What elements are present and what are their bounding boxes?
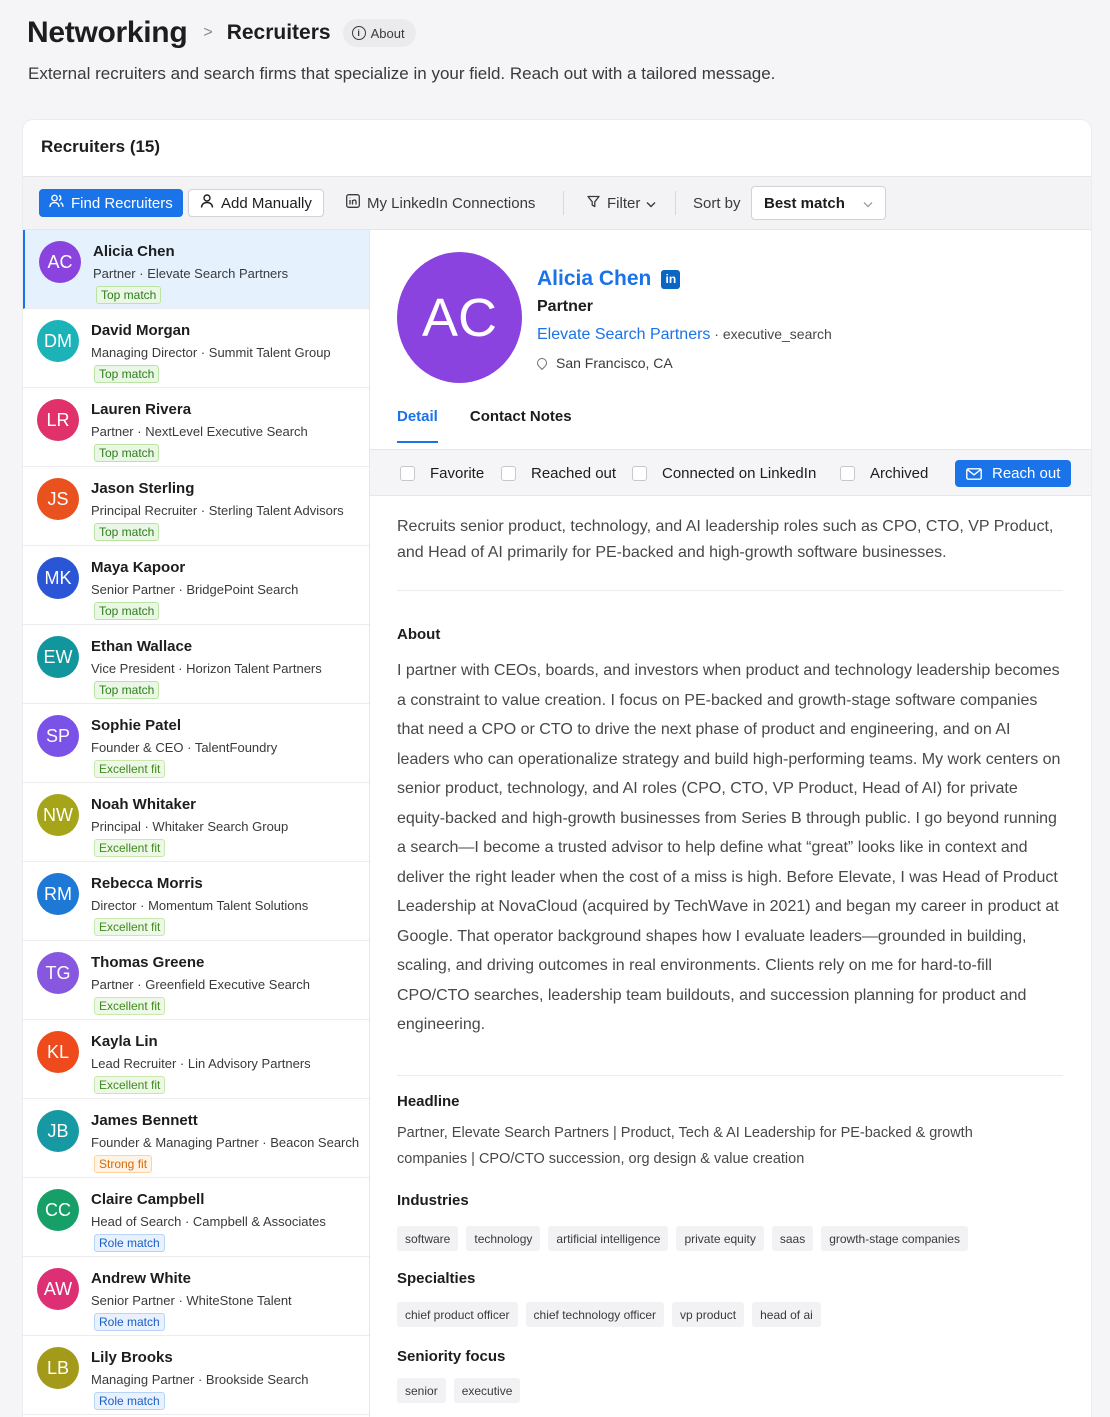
industries-tag: artificial intelligence	[548, 1226, 668, 1251]
recruiter-list-item[interactable]	[23, 546, 369, 625]
separator-dot: ·	[174, 661, 187, 676]
avatar: KL	[37, 1031, 79, 1073]
recruiter-list-item[interactable]	[23, 1178, 369, 1257]
specialties-title: Specialties	[397, 1270, 476, 1287]
recruiter-company: BridgePoint Search	[186, 582, 299, 597]
find-recruiters-button[interactable]	[39, 189, 183, 217]
tab-contact-notes[interactable]: Contact Notes	[469, 408, 572, 425]
match-badge: Top match	[94, 444, 159, 462]
match-badge: Top match	[94, 681, 159, 699]
detail-name[interactable]: Alicia Chen	[537, 267, 652, 290]
sort-value: Best match	[764, 194, 845, 212]
match-badge: Excellent fit	[94, 760, 165, 778]
detail-company[interactable]: Elevate Search Partners	[537, 326, 711, 343]
recruiter-role	[91, 503, 344, 518]
recruiter-name: Rebecca Morris	[91, 875, 203, 892]
toolbar-divider	[675, 191, 676, 215]
recruiter-company: Sterling Talent Advisors	[208, 503, 344, 518]
recruiter-detail	[370, 230, 1091, 1417]
avatar: EW	[37, 636, 79, 678]
connected-linkedin-label: Connected on LinkedIn	[662, 465, 817, 482]
avatar: DM	[37, 320, 79, 362]
industries-tag: technology	[466, 1226, 540, 1251]
recruiter-title: Senior Partner	[91, 1293, 175, 1308]
separator-dot: ·	[258, 1135, 271, 1150]
seniority-tag: executive	[454, 1378, 521, 1403]
sort-select[interactable]	[751, 186, 886, 220]
recruiter-company: Campbell & Associates	[192, 1214, 326, 1229]
recruiter-title: Founder & CEO	[91, 740, 184, 755]
recruiter-role	[91, 345, 331, 360]
specialties-tags	[397, 1302, 829, 1327]
location-pin-icon	[535, 356, 549, 370]
industries-tag: growth-stage companies	[821, 1226, 968, 1251]
recruiter-role	[91, 898, 308, 913]
avatar: LR	[37, 399, 79, 441]
avatar: JB	[37, 1110, 79, 1152]
recruiter-role	[91, 1293, 292, 1308]
recruiter-list-item[interactable]	[23, 1336, 369, 1415]
favorite-label: Favorite	[430, 465, 485, 482]
avatar: SP	[37, 715, 79, 757]
recruiter-role	[93, 266, 288, 281]
recruiter-list-item[interactable]	[23, 230, 369, 309]
recruiter-company: Horizon Talent Partners	[186, 661, 322, 676]
mail-icon	[966, 468, 982, 480]
match-badge: Top match	[96, 286, 161, 304]
recruiter-list-item[interactable]	[23, 1020, 369, 1099]
specialties-tag: chief technology officer	[526, 1302, 665, 1327]
recruiter-role	[91, 1135, 359, 1150]
recruiter-title: Lead Recruiter	[91, 1056, 177, 1071]
recruiter-list-item[interactable]	[23, 1257, 369, 1336]
tab-detail[interactable]: Detail	[397, 408, 438, 443]
recruiter-company: TalentFoundry	[194, 740, 278, 755]
detail-avatar: AC	[397, 252, 522, 383]
section-divider	[397, 590, 1063, 591]
recruiter-role	[91, 1214, 326, 1229]
recruiter-title: Managing Director	[91, 345, 198, 360]
separator-dot: ·	[176, 1056, 188, 1071]
archived-label: Archived	[870, 465, 929, 482]
recruiter-role	[91, 661, 322, 676]
checkbox-box[interactable]	[400, 466, 415, 481]
specialties-tag: chief product officer	[397, 1302, 518, 1327]
checkbox-box[interactable]	[840, 466, 855, 481]
recruiter-role	[91, 582, 298, 597]
match-badge: Role match	[94, 1313, 165, 1331]
detail-summary: Recruits senior product, technology, and AI leadership roles such as CPO, CTO, VP Product, and Head of AI primarily for PE-backed and high-growth software businesses.	[397, 518, 1054, 561]
connected-linkedin-checkbox[interactable]	[632, 465, 816, 482]
recruiter-name: Lauren Rivera	[91, 401, 192, 418]
match-badge: Excellent fit	[94, 918, 165, 936]
seniority-title: Seniority focus	[397, 1348, 506, 1365]
avatar: LB	[37, 1347, 79, 1389]
recruiter-name: James Bennett	[91, 1112, 198, 1129]
recruiter-title: Founder & Managing Partner	[91, 1135, 259, 1150]
filter-label: Filter	[607, 194, 641, 212]
recruiter-name: Maya Kapoor	[91, 559, 186, 576]
recruiter-list-item[interactable]	[23, 388, 369, 467]
match-badge: Strong fit	[94, 1155, 152, 1173]
toolbar-divider	[563, 191, 564, 215]
toolbar	[23, 176, 1091, 230]
recruiter-list-item[interactable]	[23, 309, 369, 388]
recruiter-list-item[interactable]	[23, 941, 369, 1020]
separator-dot: ·	[140, 819, 153, 834]
linkedin-icon[interactable]: in	[661, 270, 680, 289]
detail-company-line	[537, 326, 832, 344]
linkedin-connections-button[interactable]	[346, 189, 535, 217]
recruiter-company: Beacon Search	[270, 1135, 360, 1150]
recruiter-list	[23, 230, 370, 1417]
industries-tag: software	[397, 1226, 458, 1251]
reach-out-button[interactable]	[955, 460, 1071, 487]
separator-dot: ·	[136, 898, 149, 913]
detail-tabs	[397, 408, 604, 443]
recruiter-company: Momentum Talent Solutions	[148, 898, 309, 913]
avatar: RM	[37, 873, 79, 915]
reached-out-checkbox[interactable]	[501, 465, 616, 482]
separator-dot: ·	[135, 266, 148, 281]
seniority-tags	[397, 1378, 528, 1403]
specialties-tag: vp product	[672, 1302, 744, 1327]
seniority-tag: senior	[397, 1378, 446, 1403]
detail-name-row	[537, 267, 680, 291]
recruiter-name: Ethan Wallace	[91, 638, 193, 655]
separator-dot: ·	[181, 1214, 193, 1229]
industries-title: Industries	[397, 1192, 469, 1209]
find-recruiters-label: Find Recruiters	[71, 194, 173, 212]
recruiter-title: Partner	[93, 266, 136, 281]
detail-location-text: San Francisco, CA	[556, 355, 673, 371]
separator-dot: ·	[133, 424, 146, 439]
checkbox-box[interactable]	[632, 466, 647, 481]
avatar: NW	[37, 794, 79, 836]
separator-dot: ·	[197, 503, 209, 518]
industries-tags	[397, 1226, 976, 1251]
recruiter-role	[91, 977, 310, 992]
page-title[interactable]: Networking	[27, 16, 188, 49]
linkedin-connections-label: My LinkedIn Connections	[367, 194, 536, 212]
recruiter-title: Managing Partner	[91, 1372, 195, 1387]
recruiter-company: Brookside Search	[205, 1372, 309, 1387]
match-badge: Excellent fit	[94, 1076, 165, 1094]
recruiter-company: NextLevel Executive Search	[145, 424, 308, 439]
reach-out-label: Reach out	[992, 465, 1061, 482]
breadcrumb-current: Recruiters	[226, 21, 331, 44]
add-manually-label: Add Manually	[221, 194, 312, 212]
chevron-down-icon	[646, 195, 656, 212]
recruiter-role	[91, 1372, 309, 1387]
about-title: About	[397, 626, 441, 643]
match-badge: Top match	[94, 365, 159, 383]
recruiter-list-item[interactable]	[23, 625, 369, 704]
recruiter-company: Greenfield Executive Search	[145, 977, 310, 992]
chevron-right-icon: >	[203, 24, 213, 41]
linkedin-outline-icon	[346, 194, 360, 212]
reached-out-label: Reached out	[531, 465, 617, 482]
avatar: AW	[37, 1268, 79, 1310]
recruiter-company: Whitaker Search Group	[152, 819, 289, 834]
recruiter-title: Vice President	[91, 661, 175, 676]
recruiter-title: Partner	[91, 424, 134, 439]
recruiter-name: Claire Campbell	[91, 1191, 205, 1208]
industries-tag: saas	[772, 1226, 813, 1251]
avatar: MK	[37, 557, 79, 599]
recruiter-name: Noah Whitaker	[91, 796, 197, 813]
card-title: Recruiters (15)	[41, 137, 161, 156]
chevron-down-icon	[863, 195, 873, 212]
info-icon: i	[352, 26, 366, 40]
recruiter-role	[91, 740, 277, 755]
users-icon	[49, 194, 64, 212]
recruiter-list-item[interactable]	[23, 704, 369, 783]
match-badge: Top match	[94, 602, 159, 620]
recruiter-role	[91, 424, 308, 439]
filter-button[interactable]	[587, 189, 656, 217]
match-badge: Excellent fit	[94, 997, 165, 1015]
recruiter-title: Director	[91, 898, 137, 913]
industries-tag: private equity	[676, 1226, 763, 1251]
recruiter-name: Andrew White	[91, 1270, 191, 1287]
page-description: External recruiters and search firms that specialize in your field. Reach out with a tailored message.	[28, 64, 776, 83]
avatar: AC	[39, 241, 81, 283]
section-divider	[397, 1075, 1063, 1076]
recruiter-name: Jason Sterling	[91, 480, 195, 497]
recruiter-list-item[interactable]	[23, 862, 369, 941]
recruiter-name: David Morgan	[91, 322, 191, 339]
recruiter-list-item[interactable]	[23, 1099, 369, 1178]
recruiter-name: Alicia Chen	[93, 243, 175, 260]
separator-dot: ·	[183, 740, 195, 755]
recruiter-list-item[interactable]	[23, 467, 369, 546]
status-bar	[370, 450, 1091, 496]
match-badge: Top match	[94, 523, 159, 541]
avatar: JS	[37, 478, 79, 520]
recruiter-title: Partner	[91, 977, 134, 992]
detail-location	[537, 355, 673, 371]
recruiter-company: Lin Advisory Partners	[187, 1056, 311, 1071]
recruiter-title: Principal Recruiter	[91, 503, 198, 518]
checkbox-box[interactable]	[501, 466, 516, 481]
recruiter-name: Kayla Lin	[91, 1033, 158, 1050]
recruiter-company: WhiteStone Talent	[186, 1293, 292, 1308]
recruiter-title: Senior Partner	[91, 582, 175, 597]
recruiter-title: Head of Search	[91, 1214, 182, 1229]
separator-dot: ·	[194, 1372, 206, 1387]
specialties-tag: head of ai	[752, 1302, 821, 1327]
recruiters-card	[23, 120, 1091, 1417]
add-manually-button[interactable]	[188, 189, 324, 217]
recruiter-role	[91, 819, 288, 834]
about-label: About	[370, 25, 405, 41]
match-badge: Role match	[94, 1392, 165, 1410]
recruiter-title: Principal	[91, 819, 141, 834]
favorite-checkbox[interactable]	[400, 465, 484, 482]
separator-dot: ·	[174, 582, 187, 597]
match-badge: Role match	[94, 1234, 165, 1252]
about-button[interactable]	[343, 19, 416, 47]
detail-company-type: · executive_search	[710, 326, 832, 342]
separator-dot: ·	[133, 977, 146, 992]
recruiter-name: Lily Brooks	[91, 1349, 173, 1366]
recruiter-name: Sophie Patel	[91, 717, 182, 734]
separator-dot: ·	[174, 1293, 187, 1308]
headline-title: Headline	[397, 1093, 460, 1110]
avatar: CC	[37, 1189, 79, 1231]
detail-role: Partner	[537, 298, 594, 315]
headline-text: Partner, Elevate Search Partners | Product, Tech & AI Leadership for PE-backed & growth companies | CPO/CTO succession, org design & value creation	[397, 1125, 973, 1167]
recruiter-role	[91, 1056, 311, 1071]
separator-dot: ·	[197, 345, 209, 360]
about-text: I partner with CEOs, boards, and investors when product and technology leadership becomes a constraint to value creation. I focus on PE-backed and growth-stage software companies that need a CPO or CTO to drive the next phase of product and engineering, and on AI leaders who can operationalize strategy and build high-performing teams. My work centers on senior product, technology, and AI roles (CPO, CTO, VP Product, Head of AI) for private equity-backed and high-growth businesses from Series B through public. I go beyond running a search—I become a trusted advisor to help define what “great” looks like in context and deliver the right leader when the cost of a miss is high. Before Elevate, I was Head of Product Leadership at NovaCloud (acquired by TechWave in 2021) and began my career in product at Google. That operator background shapes how I evaluate leaders—grounded in building, scaling, and driving outcomes in real environments. Clients rely on me for hard-to-fill CPO/CTO searches, leadership team buildouts, and succession planning for product and engineering.	[397, 662, 1061, 1033]
archived-checkbox[interactable]	[840, 465, 928, 482]
recruiter-list-item[interactable]	[23, 783, 369, 862]
recruiter-company: Elevate Search Partners	[147, 266, 289, 281]
match-badge: Excellent fit	[94, 839, 165, 857]
page-header	[27, 16, 416, 50]
recruiter-company: Summit Talent Group	[208, 345, 331, 360]
sort-label: Sort by	[693, 195, 741, 212]
user-icon	[200, 194, 214, 212]
recruiter-name: Thomas Greene	[91, 954, 205, 971]
filter-icon	[587, 195, 600, 212]
avatar: TG	[37, 952, 79, 994]
